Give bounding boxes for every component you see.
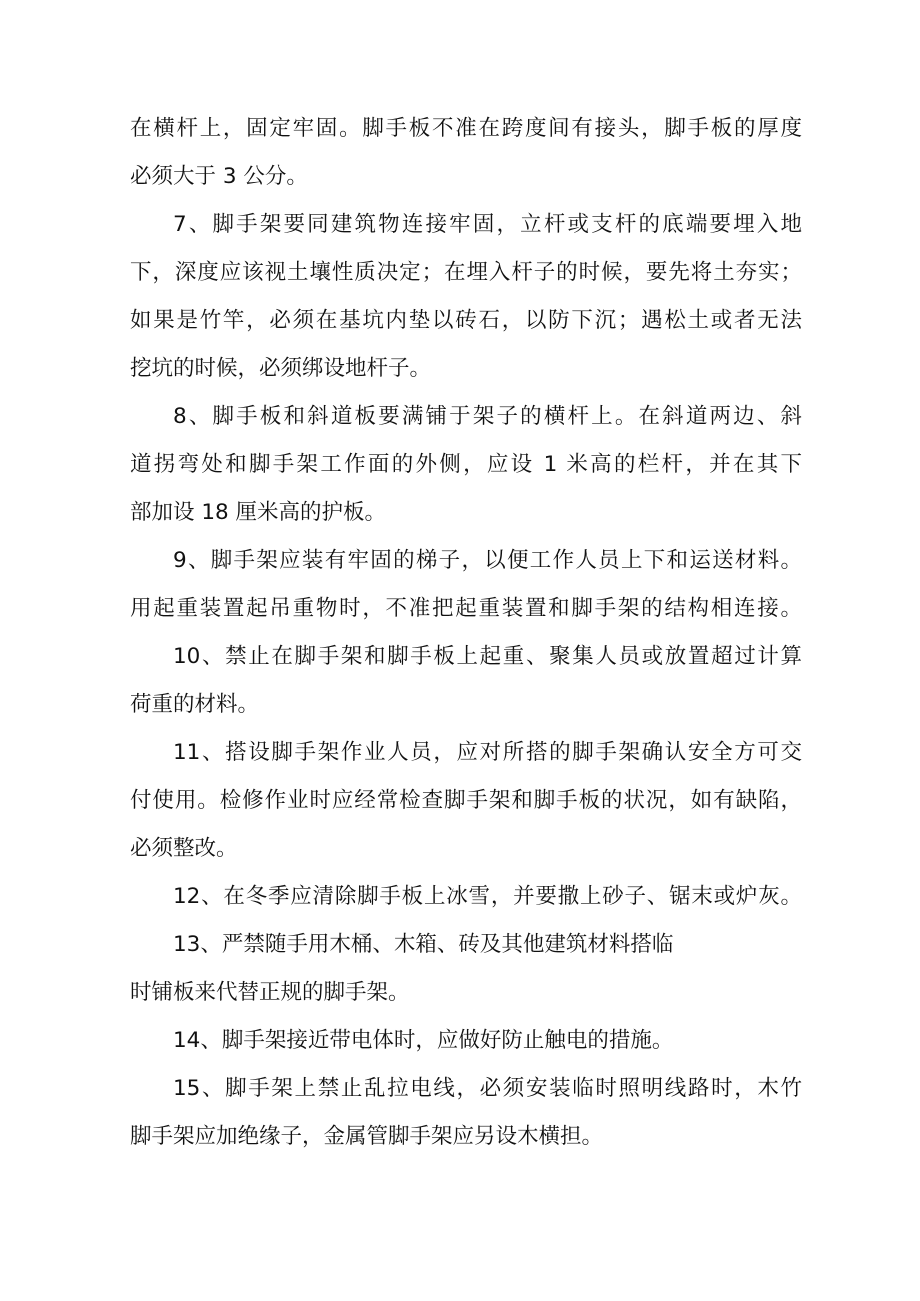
paragraph-9-line: 9、脚手架应装有牢固的梯子，以便工作人员上下和运送材料。: [173, 548, 802, 573]
text-line: 脚手架应加绝缘子，金属管脚手架应另设木横担。: [130, 1124, 604, 1149]
paragraph-10-line: 10、禁止在脚手架和脚手板上起重、聚集人员或放置超过计算: [173, 644, 802, 669]
text-line: 挖坑的时候，必须绑设地杆子。: [130, 356, 432, 381]
text-line: 部加设 18 厘米高的护板。: [130, 500, 387, 525]
text-line: 如果是竹竿，必须在基坑内垫以砖石，以防下沉；遇松土或者无法: [130, 308, 802, 333]
paragraph-8-line: 8、脚手板和斜道板要满铺于架子的横杆上。在斜道两边、斜: [173, 404, 802, 429]
paragraph-15-line: 15、脚手架上禁止乱拉电线，必须安装临时照明线路时，木竹: [173, 1076, 802, 1101]
text-line: 用起重装置起吊重物时，不准把起重装置和脚手架的结构相连接。: [130, 596, 802, 621]
text-line: 必须大于 3 公分。: [130, 164, 308, 189]
paragraph-12-line: 12、在冬季应清除脚手板上冰雪，并要撒上砂子、锯末或炉灰。: [173, 884, 802, 909]
text-line: 荷重的材料。: [130, 692, 260, 717]
text-line: 下，深度应该视土壤性质决定；在埋入杆子的时候，要先将土夯实；: [130, 260, 802, 285]
text-line: 道拐弯处和脚手架工作面的外侧，应设 1 米高的栏杆，并在其下: [130, 452, 802, 477]
text-line: 付使用。检修作业时应经常检查脚手架和脚手板的状况，如有缺陷，: [130, 788, 802, 813]
paragraph-13-line: 13、严禁随手用木桶、木箱、砖及其他建筑材料搭临: [173, 932, 674, 957]
document-body: [130, 113, 802, 1169]
text-line: 在横杆上，固定牢固。脚手板不准在跨度间有接头，脚手板的厚度: [130, 116, 802, 141]
paragraph-14-line: 14、脚手架接近带电体时，应做好防止触电的措施。: [173, 1028, 674, 1053]
paragraph-11-line: 11、搭设脚手架作业人员，应对所搭的脚手架确认安全方可交: [173, 740, 802, 765]
text-line: 时铺板来代替正规的脚手架。: [130, 980, 410, 1005]
text-line: 必须整改。: [130, 836, 238, 861]
paragraph-7-line: 7、脚手架要同建筑物连接牢固，立杆或支杆的底端要埋入地: [173, 212, 802, 237]
